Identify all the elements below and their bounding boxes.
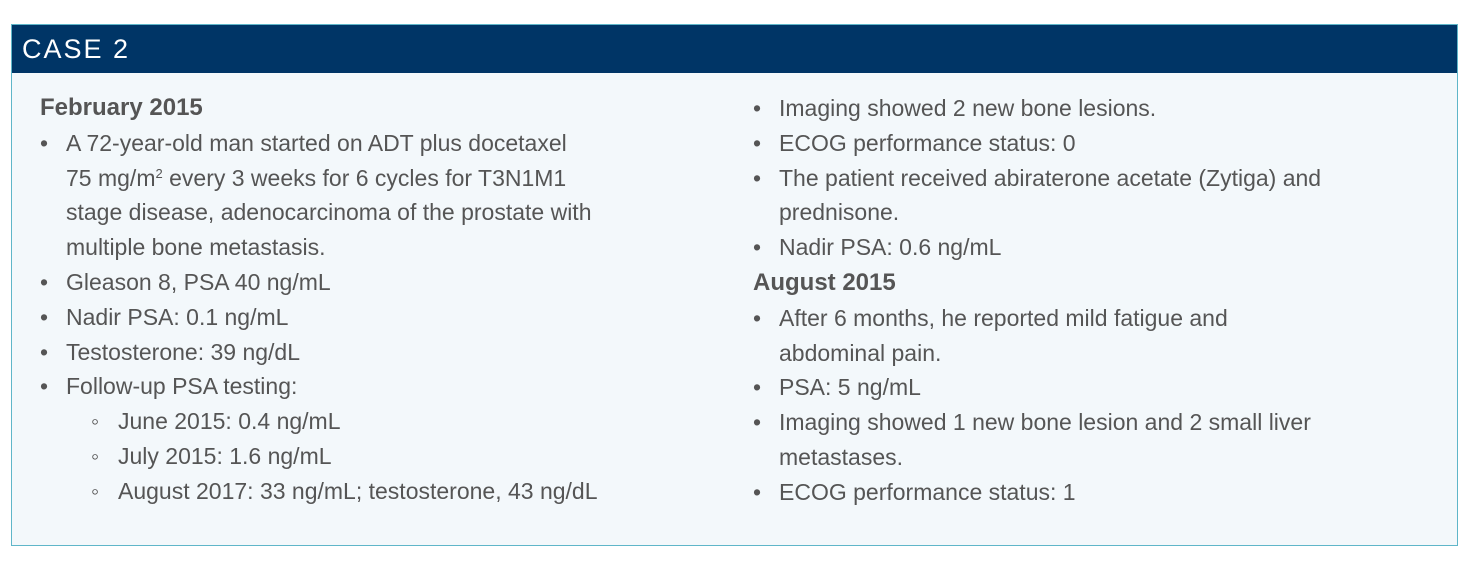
bullet-text: A 72-year-old man started on ADT plus docetaxel [66, 129, 567, 156]
left-column [40, 91, 720, 509]
bullet-text: After 6 months, he reported mild fatigue and [779, 304, 1228, 331]
list-item: • Nadir PSA: 0.6 ng/mL [753, 230, 1443, 265]
bullet-text: prednisone. [779, 199, 900, 226]
list-item: • Imaging showed 2 new bone lesions. [753, 91, 1443, 126]
superscript: 2 [155, 165, 163, 181]
bullet-text: 75 mg/m [66, 164, 156, 191]
list-item [40, 126, 720, 265]
bullet-text: metastases. [779, 443, 903, 470]
right-bullet-list [753, 91, 1443, 265]
list-item [753, 161, 1443, 231]
case-title: CASE 2 [12, 25, 1457, 73]
bullet-text: stage disease, adenocarcinoma of the prostate with [66, 199, 592, 226]
list-item: • ECOG performance status: 0 [753, 126, 1443, 161]
list-item: • Gleason 8, PSA 40 ng/mL [40, 265, 720, 300]
section-title-february-2015: February 2015 [40, 94, 203, 121]
case-box [11, 24, 1458, 546]
february-bullet-list [40, 126, 720, 404]
right-column [753, 91, 1443, 510]
list-item [753, 405, 1443, 475]
section-title-august-2015: August 2015 [753, 268, 896, 296]
bullet-text: every 3 weeks for 6 cycles for T3N1M1 [162, 164, 567, 191]
list-item: • PSA: 5 ng/mL [753, 370, 1443, 405]
sub-list-item: ◦ August 2017: 33 ng/mL; testosterone, 43 ng/dL [40, 474, 720, 509]
list-item [40, 369, 720, 404]
sub-list-item: ◦ July 2015: 1.6 ng/mL [40, 439, 720, 474]
list-item: • Testosterone: 39 ng/dL [40, 335, 720, 370]
bullet-text: multiple bone metastasis. [66, 234, 326, 261]
august-bullet-list [753, 301, 1443, 510]
bullet-text: Imaging showed 1 new bone lesion and 2 small liver [779, 409, 1311, 436]
follow-up-sub-list [40, 404, 720, 508]
bullet-text: abdominal pain. [779, 339, 942, 366]
bullet-text: Follow-up PSA testing: [66, 373, 298, 400]
list-item: • Nadir PSA: 0.1 ng/mL [40, 300, 720, 335]
bullet-text: The patient received abiraterone acetate (Zytiga) and [779, 164, 1322, 191]
sub-list-item: ◦ June 2015: 0.4 ng/mL [40, 404, 720, 439]
list-item: • ECOG performance status: 1 [753, 475, 1443, 510]
list-item [753, 301, 1443, 371]
